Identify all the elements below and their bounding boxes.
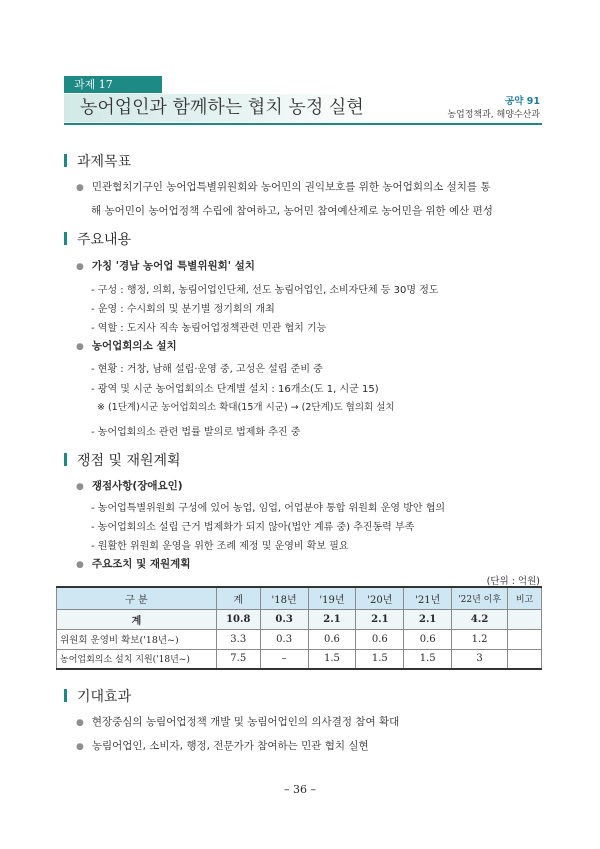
- content-sub-item: - 역할 : 도지사 직속 농림어업정책관련 민관 협치 기능: [91, 323, 327, 334]
- table-cell: 농어업회의소 설치 지원('18년~): [57, 649, 217, 669]
- budget-unit-label: (단위 : 억원): [486, 576, 540, 587]
- content-sub-item: - 현황 : 거창, 남해 설립·운영 중, 고성은 설립 준비 중: [91, 364, 323, 375]
- table-header-cell: 비고: [508, 587, 542, 609]
- table-cell: 0.6: [308, 629, 356, 649]
- table-cell: 7.5: [216, 649, 260, 669]
- table-header-row: [57, 587, 542, 609]
- table-cell: 위원회 운영비 확보('18년~): [57, 629, 217, 649]
- table-cell: [508, 609, 542, 629]
- section-heading-content: 주요내용: [64, 231, 131, 249]
- content-item-committee: ● 가칭 '경남 농어업 특별위원회' 설치: [76, 259, 255, 275]
- section-heading-issues: 쟁점 및 재원계획: [64, 452, 181, 470]
- table-cell: 0.3: [260, 629, 308, 649]
- issues-sub-item: - 농어업회의소 설립 근거 법제화가 되지 않아(법안 계류 중) 추진동력 부족: [91, 522, 415, 533]
- table-cell: 3: [452, 649, 508, 669]
- table-cell: 0.6: [404, 629, 452, 649]
- content-sub-item: - 운영 : 수시회의 및 분기별 정기회의 개최: [91, 304, 275, 315]
- issues-sub-item: - 원활한 위원회 운영을 위한 조례 제정 및 운영비 확보 필요: [91, 541, 349, 552]
- table-cell: 2.1: [356, 609, 404, 629]
- effect-item: ● 현장중심의 농림어업정책 개발 및 농림어업인의 의사결정 참여 확대: [76, 715, 399, 731]
- issues-item-budget: ● 주요조치 및 재원계획: [76, 557, 190, 573]
- table-header-cell: 구 분: [57, 587, 217, 609]
- header-rule: [64, 123, 542, 125]
- content-note: ※ (1단계)시군 농어업회의소 확대(15개 시군) → (2단계)도 협의회 설치: [97, 402, 395, 413]
- content-sub-item: - 광역 및 시군 농어업회의소 단계별 설치 : 16개소(도 1, 시군 15): [91, 384, 379, 395]
- table-header-cell: '19년: [308, 587, 356, 609]
- table-cell: 1.5: [404, 649, 452, 669]
- goal-text-line2: 해 농어민이 농어업정책 수립에 참여하고, 농어민 참여예산제로 농어민을 위한 예산 편성: [91, 205, 493, 217]
- content-sub-item: - 농어업회의소 관련 법률 발의로 법제화 추진 중: [91, 427, 301, 438]
- section-heading-goal: 과제목표: [64, 153, 131, 171]
- effect-item: ● 농림어업인, 소비자, 행정, 전문가가 참여하는 민관 협치 실현: [76, 739, 369, 755]
- table-cell: 0.6: [356, 629, 404, 649]
- goal-text-line1: ● 민관협치기구인 농어업특별위원회와 농어민의 권익보호를 위한 농어업회의소 설치를 통: [76, 180, 491, 196]
- pledge-info: [447, 95, 540, 122]
- table-header-cell: '20년: [356, 587, 404, 609]
- table-cell: [508, 629, 542, 649]
- table-header-cell: '21년: [404, 587, 452, 609]
- table-cell: 4.2: [452, 609, 508, 629]
- issues-sub-item: - 농어업특별위원회 구성에 있어 농업, 임업, 어업분야 통합 위원회 운영 방안 협의: [91, 503, 446, 514]
- table-cell: 1.2: [452, 629, 508, 649]
- table-cell: [508, 649, 542, 669]
- task-title: 농어업인과 함께하는 협치 농정 실현: [64, 94, 370, 122]
- task-number-tag: 과제 17: [64, 76, 162, 93]
- page-number: – 36 –: [284, 783, 316, 796]
- table-cell: 10.8: [216, 609, 260, 629]
- pledge-number: 공약 91: [505, 96, 540, 107]
- issues-item-obstacles: ● 쟁점사항(장애요인): [76, 479, 183, 495]
- table-cell: 0.3: [260, 609, 308, 629]
- table-row: [57, 649, 542, 669]
- section-heading-effect: 기대효과: [64, 688, 131, 706]
- table-row-total: [57, 609, 542, 629]
- table-row: [57, 629, 542, 649]
- table-cell: 3.3: [216, 629, 260, 649]
- content-item-chamber: ● 농어업회의소 설치: [76, 339, 177, 355]
- table-header-cell: '18년: [260, 587, 308, 609]
- table-header-cell: 계: [216, 587, 260, 609]
- table-cell: 1.5: [356, 649, 404, 669]
- table-cell: 2.1: [308, 609, 356, 629]
- table-cell: 1.5: [308, 649, 356, 669]
- table-cell: 2.1: [404, 609, 452, 629]
- budget-table: [56, 586, 542, 670]
- content-sub-item: - 구성 : 행정, 의회, 농림어업인단체, 선도 농림어업인, 소비자단체 등 30명 정도: [91, 285, 439, 296]
- table-cell: 계: [57, 609, 217, 629]
- pledge-department: 농업정책과, 해양수산과: [447, 110, 540, 120]
- table-header-cell: '22년 이후: [452, 587, 508, 609]
- table-cell: –: [260, 649, 308, 669]
